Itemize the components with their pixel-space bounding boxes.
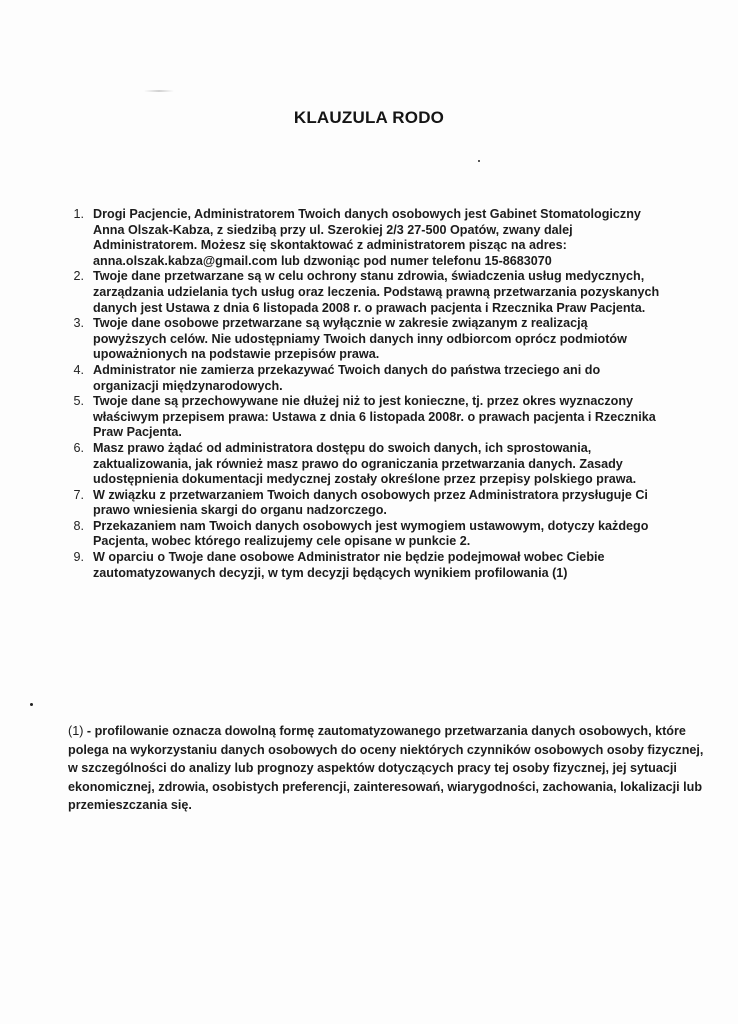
clause-item (64, 519, 664, 550)
footnote-marker: (1) (68, 724, 84, 738)
scan-artifact (144, 90, 174, 92)
clause-item (64, 207, 664, 269)
clause-item (64, 269, 664, 316)
profiling-footnote (68, 722, 708, 815)
clause-text: Twoje dane przetwarzane są w celu ochrony stanu zdrowia, świadczenia usług medycznych, zarządzania udzielania tych usług oraz leczenia. Podstawą prawną przetwarzania pozyskanych danych jest Ustawa z dnia 6 listopada 2008 r. o prawach pacjenta i Rzecznika Praw Pacjenta. (93, 269, 660, 315)
document-title: KLAUZULA RODO (293, 108, 445, 127)
clause-text: W związku z przetwarzaniem Twoich danych osobowych przez Administratora przysługuje Ci prawo wniesienia skargi do organu nadzorczego. (93, 487, 648, 518)
footnote-text: - profilowanie oznacza dowolną formę zautomatyzowanego przetwarzania danych osobowych, które polega na wykorzystaniu danych osobowych do oceny niektórych czynników osobowych osoby fizycznej, w szczególności do analizy lub prognozy aspektów dotyczących pracy tej osoby fizycznej, jej sytuacji ekonomicznej, zdrowia, osobistych preferencji, zainteresowań, wiarygodności, zachowania, lokalizacji lub przemieszczania się. (68, 724, 704, 813)
clause-text: W oparciu o Twoje dane osobowe Administrator nie będzie podejmował wobec Ciebie zautomatyzowanych decyzji, w tym decyzji będących wynikiem profilowania (1) (93, 550, 605, 580)
clause-number: 7. (73, 487, 84, 502)
clause-item (64, 363, 664, 394)
clause-number: 8. (73, 518, 84, 533)
clause-item (64, 441, 664, 488)
clause-number: 3. (73, 316, 84, 331)
clause-number: 6. (73, 440, 84, 455)
clause-number: 1. (73, 207, 84, 221)
clause-number: 9. (73, 550, 84, 565)
clause-text: Drogi Pacjencie, Administratorem Twoich danych osobowych jest Gabinet Stomatologiczny Anna Olszak-Kabza, z siedzibą przy ul. Szerokiej 2/3 27-500 Opatów, zwany dalej Administratorem. Możesz się skontaktować z administratorem pisząc na adres: anna.olszak.kabza@gmail.com lub dzwoniąc pod numer telefonu 15-8683070 (93, 207, 641, 268)
clause-text: Twoje dane osobowe przetwarzane są wyłącznie w zakresie związanym z realizacją powyższych celów. Nie udostępniamy Twoich danych inny odbiorcom oprócz podmiotów upoważnionych na podstawie przepisów prawa. (93, 316, 627, 362)
clause-number: 2. (73, 269, 84, 284)
clause-list (64, 207, 664, 581)
clause-item (64, 316, 664, 363)
scan-speck (478, 160, 480, 162)
clause-item (64, 488, 664, 519)
clause-number: 5. (73, 394, 84, 409)
clause-text: Administrator nie zamierza przekazywać Twoich danych do państwa trzeciego ani do organizacji międzynarodowych. (93, 362, 601, 393)
scan-speck (30, 703, 33, 706)
clause-item (64, 394, 664, 441)
clause-text: Przekazaniem nam Twoich danych osobowych jest wymogiem ustawowym, dotyczy każdego Pacjenta, wobec którego realizujemy cele opisane w punkcie 2. (93, 518, 649, 549)
clause-text: Twoje dane są przechowywane nie dłużej niż to jest konieczne, tj. przez okres wyznaczony właściwym przepisem prawa: Ustawa z dnia 6 listopada 2008r. o prawach pacjenta i Rzecznika Praw Pacjenta. (93, 394, 656, 440)
clause-text: Masz prawo żądać od administratora dostępu do swoich danych, ich sprostowania, zaktualizowania, jak również masz prawo do ograniczania przetwarzania danych. Zasady udostępnienia dokumentacji medycznej zostały określone przez przepisy polskiego prawa. (93, 440, 637, 487)
clause-item (64, 550, 664, 581)
clause-number: 4. (73, 362, 84, 377)
